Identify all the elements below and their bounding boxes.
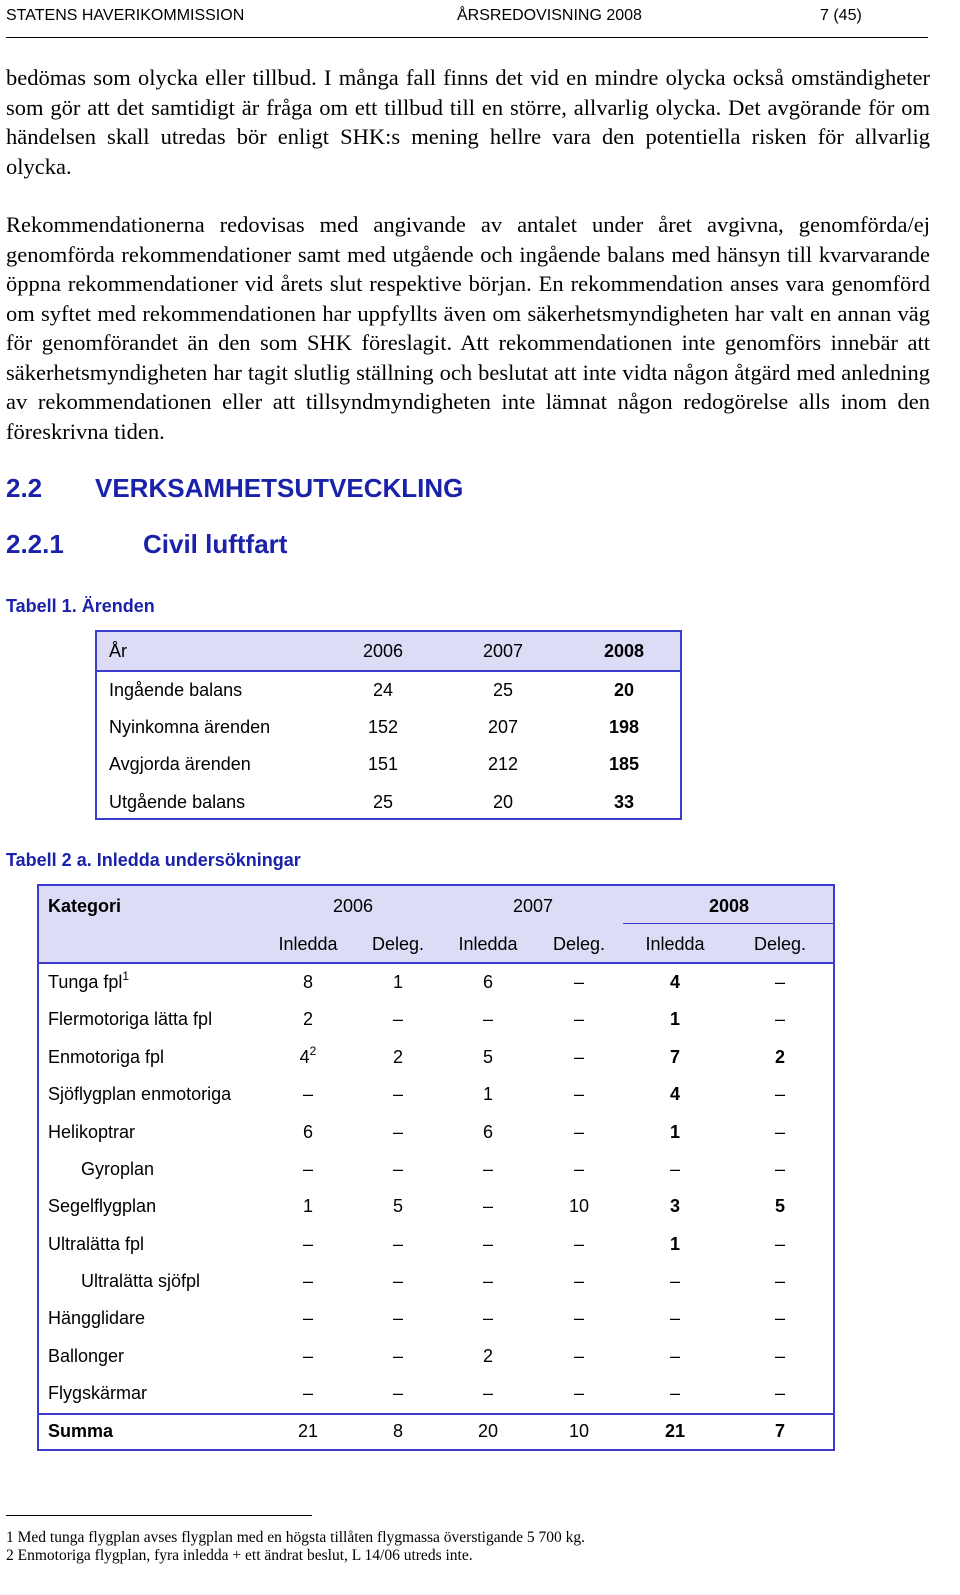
- table2-cell-value: –: [774, 1159, 786, 1179]
- table2-cell-value: Inledda: [278, 934, 338, 954]
- table2-cell-value: 5: [774, 1196, 786, 1216]
- table2-cell-value: –: [392, 1234, 404, 1254]
- table2-cell-value: Inledda: [458, 934, 518, 954]
- footnote-2: 2 Enmotoriga flygplan, fyra inledda + ett ändrat beslut, L 14/06 utreds inte.: [6, 1547, 473, 1564]
- table1-cell-value: 212: [487, 754, 519, 774]
- table2-cell-value: –: [302, 1271, 314, 1291]
- table2-cell-value: –: [392, 1009, 404, 1029]
- table1-cell-value: 185: [608, 754, 640, 774]
- table2-cell-value: –: [573, 1159, 585, 1179]
- table2-cell-value: 1: [392, 972, 404, 992]
- table2-row-label: Hängglidare: [48, 1308, 146, 1328]
- table2-cell-value: 6: [302, 1122, 314, 1142]
- table2-row-label: Sjöflygplan enmotoriga: [48, 1084, 232, 1104]
- table2-cell-value: 21: [664, 1421, 686, 1441]
- header-title: ÅRSREDOVISNING 2008: [457, 7, 642, 24]
- table2-cell-value: Deleg.: [371, 934, 425, 954]
- table2-cell-value: 2007: [512, 896, 554, 916]
- table2-cell-value: 1: [669, 1122, 681, 1142]
- table1-cell: Ingående balans: [109, 680, 243, 700]
- table2-cell-value: –: [392, 1122, 404, 1142]
- table1-cell: Utgående balans: [109, 792, 246, 812]
- table1-cell-value: 2007: [482, 641, 524, 661]
- table2-cell-value: –: [573, 1271, 585, 1291]
- section-title: VERKSAMHETSUTVECKLING: [95, 473, 464, 503]
- paragraph-1: bedömas som olycka eller tillbud. I många fall finns det vid en mindre olycka också omständigheter som gör att det samtidigt är fråga om ett tillbud till en större, allvarlig olycka. Det avgörande för om händelsen skall utredas bör enligt SHK:s mening hellre vara den potentiella risken för allvarlig olycka.: [6, 65, 930, 179]
- table2-cell-value: 8: [392, 1421, 404, 1441]
- table2-cell-value: –: [573, 1383, 585, 1403]
- table2-cell-value: –: [482, 1271, 494, 1291]
- table2-cell-value: 4: [669, 972, 681, 992]
- table2-cell-value: –: [573, 972, 585, 992]
- table2-row-label: Ultralätta sjöfpl: [81, 1271, 201, 1291]
- table2-cell-value: –: [302, 1346, 314, 1366]
- table1-cell-value: 25: [492, 680, 514, 700]
- table2-cell-value: –: [302, 1084, 314, 1104]
- table2-cell-value: –: [774, 1009, 786, 1029]
- table2-cell-value: –: [669, 1383, 681, 1403]
- table2-row-label: Enmotoriga fpl: [48, 1047, 165, 1067]
- table2-cell-value: 7: [774, 1421, 786, 1441]
- table2-cell-value: 2: [392, 1047, 404, 1067]
- table1-cell-value: 2006: [362, 641, 404, 661]
- table2-cell-value: –: [302, 1159, 314, 1179]
- table2-row-label: Ultralätta fpl: [48, 1234, 145, 1254]
- table2-cell-value: 1: [669, 1009, 681, 1029]
- table2-cell-value: –: [482, 1308, 494, 1328]
- footnote-ref: 1: [122, 969, 130, 983]
- table2-cell-value: 21: [297, 1421, 319, 1441]
- table1-cell-value: 152: [367, 717, 399, 737]
- table2-cell-value: –: [482, 1196, 494, 1216]
- table2-cell-value: Deleg.: [753, 934, 807, 954]
- table2-cell-value: –: [392, 1159, 404, 1179]
- table2-cell-value: –: [774, 972, 786, 992]
- table1-cell: Avgjorda ärenden: [109, 754, 251, 774]
- section-number: 2.2: [6, 473, 43, 503]
- table1-cell-value: 20: [492, 792, 514, 812]
- subsection-number: 2.2.1: [6, 529, 64, 559]
- table2-cell-value: –: [392, 1383, 404, 1403]
- table1-cell-value: 24: [372, 680, 394, 700]
- table2-cell-value: 6: [482, 972, 494, 992]
- table2-cell-value: –: [573, 1308, 585, 1328]
- table-inledda-undersokningar: [37, 884, 835, 1451]
- page-header: [6, 3, 928, 38]
- table2-cell-value: –: [774, 1308, 786, 1328]
- table2-cell-value: –: [774, 1346, 786, 1366]
- table2-cell-value: 1: [302, 1196, 314, 1216]
- table2-cell-value: Inledda: [645, 934, 705, 954]
- table2-caption: Tabell 2 a. Inledda undersökningar: [6, 850, 301, 870]
- table1-cell-value: 2008: [603, 641, 645, 661]
- subsection-title: Civil luftfart: [143, 529, 288, 559]
- table2-cell-value: –: [774, 1271, 786, 1291]
- table2-cell-value: –: [482, 1159, 494, 1179]
- table2-cell-value: Deleg.: [552, 934, 606, 954]
- table2-cell-value: 5: [482, 1047, 494, 1067]
- table2-cell-value: –: [573, 1346, 585, 1366]
- table1-cell-value: 151: [367, 754, 399, 774]
- table2-cell-value: –: [392, 1084, 404, 1104]
- paragraph-2: Rekommendationerna redovisas med angivande av antalet under året avgivna, genomförda/ej genomförda rekommendationer samt med utgående och ingående balans med hänsyn till kvarvarande öppna rekommendationer vid årets slut respektive början. En rekommendation anses vara genomförd om syftet med rekommendationen har uppfyllts även om säkerhetsmyndigheten har valt en annan väg för genomförandet än den som SHK föreslagit. Att rekommendationen inte genomförs innebär att säkerhetsmyndigheten har tagit slutlig ställning och beslutat att inte vidta någon åtgärd med anledning av rekommendationen eller att tillsyndmyndigheten inte lämnat någon redogörelse alls inom den föreskrivna tiden.: [6, 212, 930, 444]
- table2-cell-value: –: [774, 1122, 786, 1142]
- table1-cell-value: 25: [372, 792, 394, 812]
- table2-cell-value: –: [669, 1308, 681, 1328]
- table2-cell-value: –: [392, 1271, 404, 1291]
- table2-category-header: Kategori: [48, 896, 122, 916]
- table2-cell-value: –: [669, 1346, 681, 1366]
- table2-cell-value: 20: [477, 1421, 499, 1441]
- table-arenden: [95, 630, 682, 820]
- table1-cell-value: 207: [487, 717, 519, 737]
- table2-row-label: Segelflygplan: [48, 1196, 157, 1216]
- table2-cell-value: 2008: [708, 896, 750, 916]
- table2-cell-value: 10: [568, 1421, 590, 1441]
- table1-header-cell: År: [109, 641, 127, 661]
- table2-row-label: Flermotoriga lätta fpl: [48, 1009, 213, 1029]
- table1-cell-value: 20: [613, 680, 635, 700]
- table2-cell-value: –: [774, 1234, 786, 1254]
- footnote-1: 1 Med tunga flygplan avses flygplan med en högsta tillåten flygmassa överstigande 5 700 kg.: [6, 1529, 585, 1546]
- table2-cell-value: –: [302, 1383, 314, 1403]
- table2-row-label: Tunga fpl$^1$: [48, 969, 130, 992]
- table2-year-divider: [623, 923, 835, 924]
- table2-cell-value: 5: [392, 1196, 404, 1216]
- table2-cell-value: –: [774, 1084, 786, 1104]
- table2-cell-value: 10: [568, 1196, 590, 1216]
- table2-cell-value: –: [669, 1159, 681, 1179]
- table2-cell-value: –: [774, 1383, 786, 1403]
- table2-sum-divider: [39, 1413, 833, 1415]
- table2-sum-label: Summa: [48, 1421, 114, 1441]
- table2-cell-value: –: [482, 1383, 494, 1403]
- table2-cell-value: 1: [482, 1084, 494, 1104]
- table1-cell-value: 198: [608, 717, 640, 737]
- table2-row-label: Gyroplan: [81, 1159, 155, 1179]
- table2-cell-value: –: [573, 1047, 585, 1067]
- footnote-divider: [6, 1515, 312, 1516]
- table2-row-label: Ballonger: [48, 1346, 125, 1366]
- table2-cell-value: 7: [669, 1047, 681, 1067]
- table2-cell-value: 2: [482, 1346, 494, 1366]
- table2-cell-value: –: [392, 1308, 404, 1328]
- table2-cell-value: –: [573, 1009, 585, 1029]
- table2-cell-value: 2: [774, 1047, 786, 1067]
- table2-cell-value: 2: [302, 1009, 314, 1029]
- table2-row-label: Flygskärmar: [48, 1383, 148, 1403]
- table2-cell-value: 3: [669, 1196, 681, 1216]
- table2-cell-value: 4$^2$: [299, 1044, 317, 1067]
- table2-row-label: Helikoptrar: [48, 1122, 136, 1142]
- table1-cell-value: 33: [613, 792, 635, 812]
- table2-cell-value: 4: [669, 1084, 681, 1104]
- table2-cell-value: 1: [669, 1234, 681, 1254]
- table1-caption: Tabell 1. Ärenden: [6, 596, 155, 616]
- table2-cell-value: –: [302, 1234, 314, 1254]
- table2-cell-value: –: [392, 1346, 404, 1366]
- table2-cell-value: –: [573, 1122, 585, 1142]
- table2-cell-value: –: [302, 1308, 314, 1328]
- table2-cell-value: 8: [302, 972, 314, 992]
- table2-cell-value: –: [573, 1084, 585, 1104]
- table1-cell: Nyinkomna ärenden: [109, 717, 271, 737]
- footnote-ref: 2: [309, 1044, 317, 1058]
- header-org: STATENS HAVERIKOMMISSION: [6, 7, 245, 24]
- table2-cell-value: –: [573, 1234, 585, 1254]
- table2-cell-value: –: [482, 1234, 494, 1254]
- table2-cell-value: –: [482, 1009, 494, 1029]
- table2-cell-value: –: [669, 1271, 681, 1291]
- table2-cell-value: 2006: [332, 896, 374, 916]
- table2-cell-value: 6: [482, 1122, 494, 1142]
- header-page-number: 7 (45): [820, 7, 862, 24]
